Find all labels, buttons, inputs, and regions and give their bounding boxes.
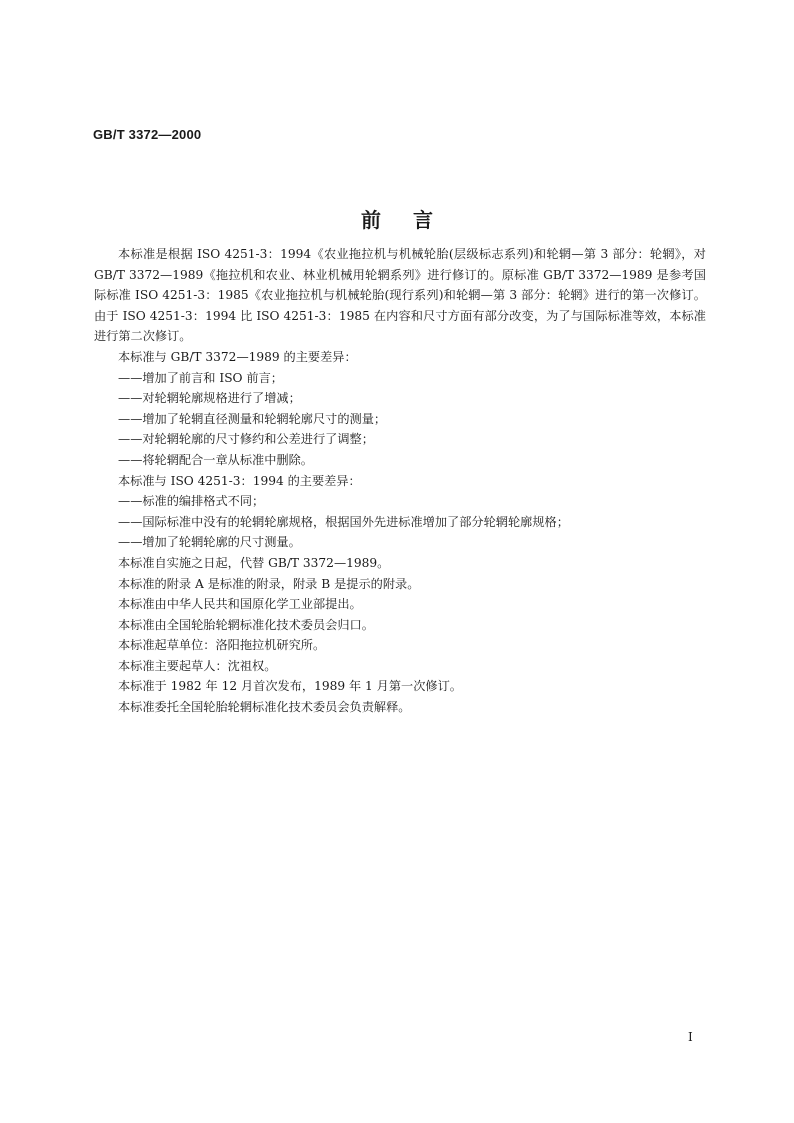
text-line: ——增加了轮辋轮廓的尺寸测量。: [118, 535, 301, 550]
text-line: ——增加了轮辋直径测量和轮辋轮廓尺寸的测量；: [118, 411, 387, 426]
text-line: ——国际标准中没有的轮辋轮廓规格，根据国外先进标准增加了部分轮辋轮廓规格；: [118, 514, 569, 529]
text-line: 本标准由中华人民共和国原化学工业部提出。: [118, 597, 362, 612]
standard-code: GB/T 3372—2000: [93, 127, 202, 142]
text-line: 本标准的附录 A 是标准的附录，附录 B 是提示的附录。: [118, 576, 420, 591]
text-line: 本标准于 1982 年 12 月首次发布，1989 年 1 月第一次修订。: [118, 679, 462, 694]
intro-paragraph: 本标准是根据 ISO 4251-3：1994《农业拖拉机与机械轮胎(层级标志系列)和轮辋—第 3 部分：轮辋》，对 GB/T 3372—1989《拖拉机和农业、林业机械用轮辋系列》进行修订的。原标准 GB/T 3372—1989 是参考国际标准 ISO 4251-3：1985《农业拖拉机与机械轮胎(现行系列)和轮辋—第 3 部分：轮辋》进行的第一次修订。由于 ISO 4251-3：1994 比 ISO 4251-3：1985 在内容和尺寸方面有部分改变，为了与国际标准等效，本标准进行第二次修订。: [94, 247, 706, 344]
text-line: ——对轮辋轮廓规格进行了增减；: [118, 391, 301, 406]
text-line: ——将轮辋配合一章从标准中删除。: [118, 452, 313, 467]
text-line: ——标准的编排格式不同；: [118, 494, 265, 509]
text-line: 本标准起草单位：洛阳拖拉机研究所。: [118, 638, 326, 653]
text-line: ——对轮辋轮廓的尺寸修约和公差进行了调整；: [118, 432, 374, 447]
text-line: 本标准由全国轮胎轮辋标准化技术委员会归口。: [118, 617, 374, 632]
page-title: 前言: [361, 208, 465, 232]
text-line: 本标准主要起草人：沈祖权。: [118, 658, 277, 673]
text-line: 本标准与 GB/T 3372—1989 的主要差异：: [118, 349, 357, 364]
text-line: 本标准自实施之日起，代替 GB/T 3372—1989。: [118, 555, 390, 570]
text-line: ——增加了前言和 ISO 前言；: [118, 370, 283, 385]
preface-body: [94, 244, 706, 718]
page-number: I: [688, 1030, 693, 1044]
text-line: 本标准委托全国轮胎轮辋标准化技术委员会负责解释。: [118, 700, 411, 715]
text-line: 本标准与 ISO 4251-3：1994 的主要差异：: [118, 473, 361, 488]
